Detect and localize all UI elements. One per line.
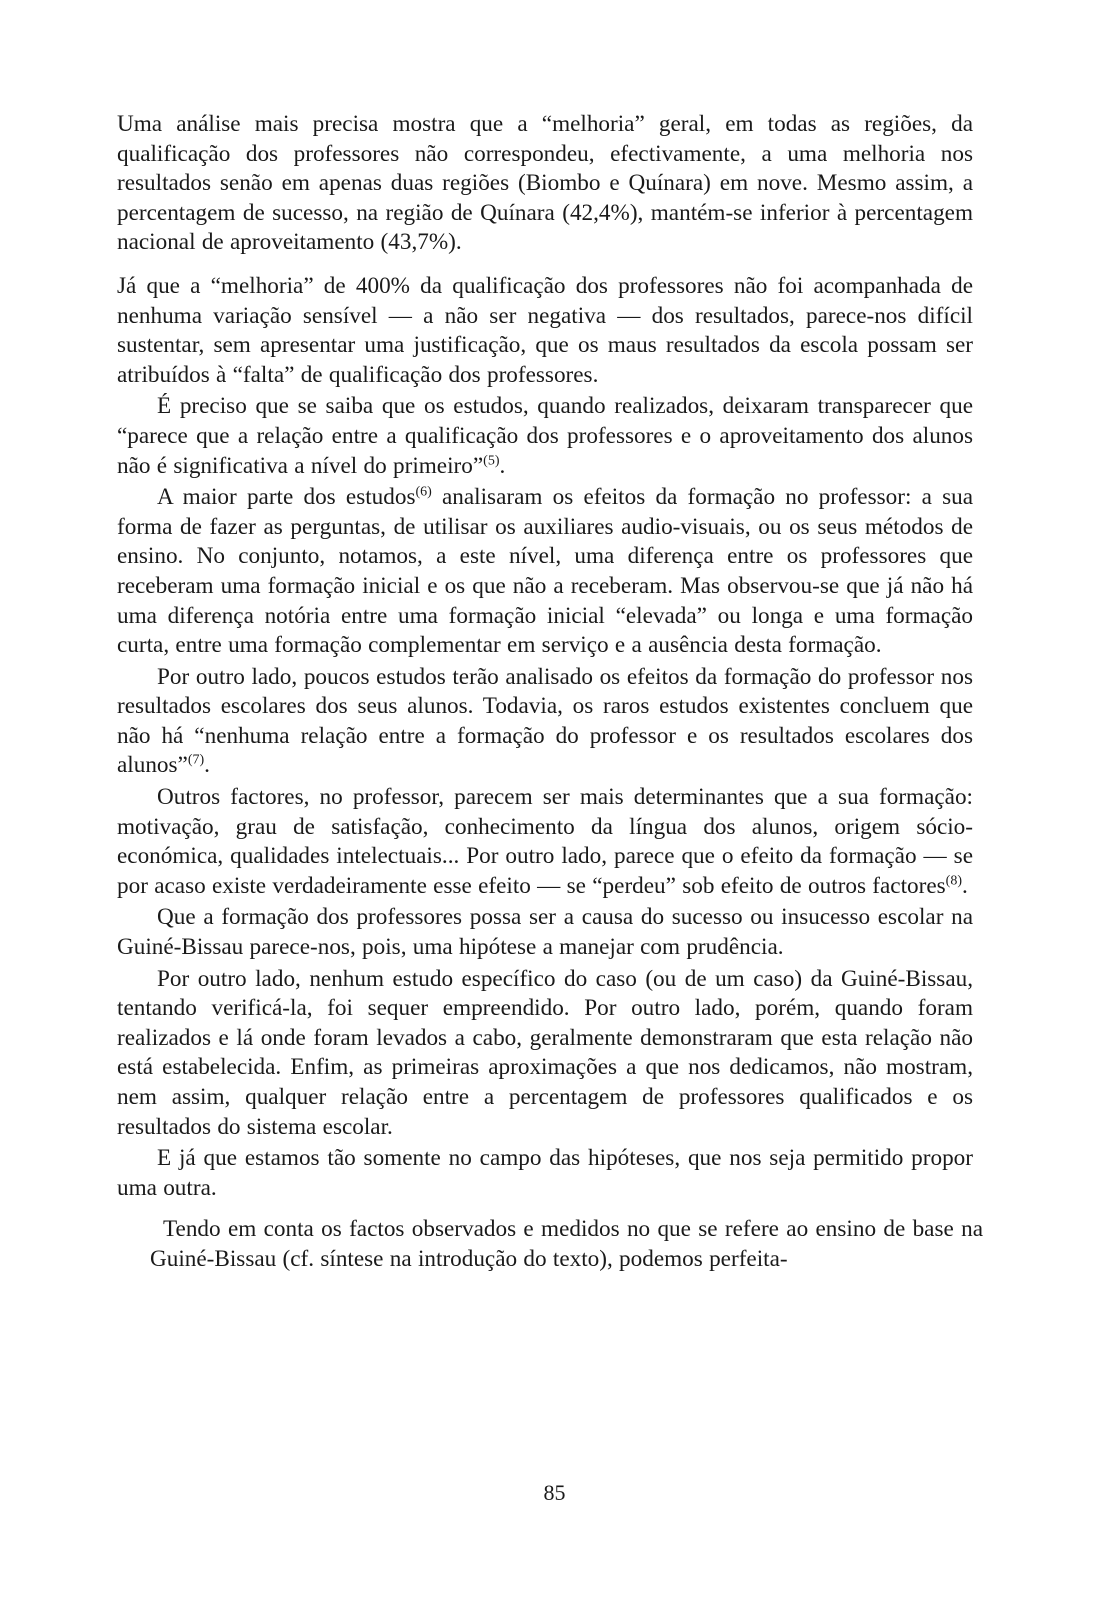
paragraph-4	[117, 483, 973, 661]
page-number: 85	[543, 1480, 566, 1505]
paragraph-5-tail: .	[204, 752, 210, 779]
footnote-ref-5: (5)	[483, 452, 500, 468]
paragraph-9-text: E já que estamos tão somente no campo das hipóteses, que nos seja permitido propor uma outra.	[117, 1145, 973, 1201]
paragraph-10	[150, 1215, 983, 1274]
footnote-ref-7: (7)	[187, 752, 205, 768]
paragraph-5	[117, 663, 973, 781]
paragraph-6-text: Outros factores, no professor, parecem ser mais determinantes que a sua formação: motivação, grau de satisfação, conhecimento da língua dos alunos, origem sócio-económica, qualidades intelectuais... Por outro lado, parece que o efeito da formação — se por acaso existe verdadeiramente esse efeito — se “perdeu” sob efeito de outros factores	[117, 784, 973, 899]
paragraph-3-text: É preciso que se saiba que os estudos, quando realizados, deixaram transparecer que “parece que a relação entre a qualificação dos professores e o aproveitamento dos alunos não é significativa a nível do primeiro”	[117, 393, 973, 479]
paragraph-8	[117, 965, 973, 1143]
paragraph-6-tail: .	[961, 872, 968, 899]
paragraph-4-text-b: analisaram os efeitos da formação no professor: a sua forma de fazer as perguntas, de utilisar os auxiliares audio-visuais, ou os seus métodos de ensino. No conjunto, notamos, a este nível, uma diferença entre os professores que receberam uma formação inicial e os que não a receberam. Mas observou-se que já não há uma diferença notória entre uma formação inicial “elevada” ou longa e uma formação curta, entre uma formação complementar em serviço e a ausência desta formação.	[117, 484, 973, 659]
paragraph-10-text: Tendo em conta os factos observados e medidos no que se refere ao ensino de base na Guiné-Bissau (cf. síntese na introdução do texto), podemos perfeita-	[150, 1216, 983, 1272]
footnote-ref-6: (6)	[415, 484, 432, 500]
paragraph-8-text: Por outro lado, nenhum estudo específico do caso (ou de um caso) da Guiné-Bissau, tentando verificá-la, foi sequer empreendido. Por outro lado, porém, quando foram realizados e lá onde foram levados a cabo, geralmente demonstraram que esta relação não está estabelecida. Enfim, as primeiras aproximações a que nos dedicamos, não mostram, nem assim, qualquer relação entre a percentagem de professores qualificados e os resultados do sistema escolar.	[117, 965, 973, 1140]
paragraph-6	[117, 783, 973, 901]
paragraph-1	[117, 110, 973, 258]
paragraph-7	[117, 903, 973, 962]
page-body	[117, 110, 983, 1275]
paragraph-3	[117, 392, 973, 481]
paragraph-1-text: Uma análise mais precisa mostra que a “melhoria” geral, em todas as regiões, da qualificação dos professores não correspondeu, efectivamente, a uma melhoria nos resultados senão em apenas duas regiões (Biombo e Quínara) em nove. Mesmo assim, a percentagem de sucesso, na região de Quínara (42,4%), mantém-se inferior à percentagem nacional de aproveitamento (43,7%).	[117, 111, 973, 256]
paragraph-4-text-a: A maior parte dos estudos	[157, 484, 416, 511]
footnote-ref-8: (8)	[945, 873, 962, 889]
paragraph-2-text: Já que a “melhoria” de 400% da qualificação dos professores não foi acompanhada de nenhuma variação sensível — a não ser negativa — dos resultados, parece-nos difícil sustentar, sem apresentar uma justificação, que os maus resultados da escola possam ser atribuídos à “falta” de qualificação dos professores.	[117, 272, 973, 388]
paragraph-7-text: Que a formação dos professores possa ser a causa do sucesso ou insucesso escolar na Guiné-Bissau parece-nos, pois, uma hipótese a manejar com prudência.	[117, 904, 973, 961]
paragraph-9	[117, 1144, 973, 1203]
paragraph-5-text: Por outro lado, poucos estudos terão analisado os efeitos da formação do professor nos resultados escolares dos seus alunos. Todavia, os raros estudos existentes concluem que não há “nenhuma relação entre a formação do professor e os resultados escolares dos alunos”	[117, 663, 973, 779]
paragraph-3-tail: .	[499, 452, 506, 479]
paragraph-2	[117, 272, 973, 390]
